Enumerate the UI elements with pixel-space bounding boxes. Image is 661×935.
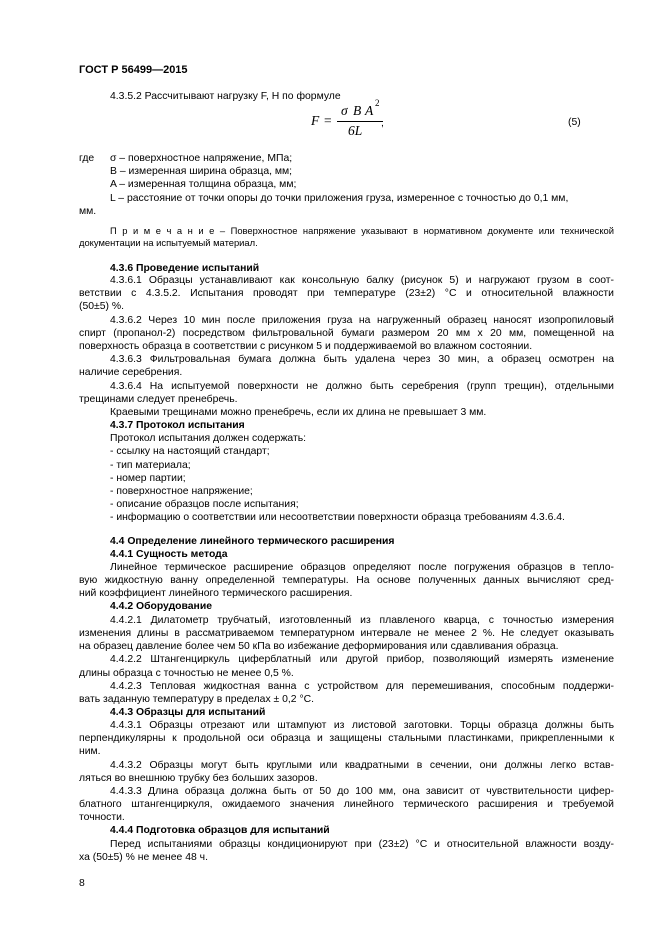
p-4-4-2-2-l2: длины образца с точностью не менее 0,5 %. <box>79 668 294 679</box>
p-4-4-2-1-l3: на образец давление более чем 50 кПа во избежание деформирования или сдавливания образца. <box>79 641 559 652</box>
list-item: - номер партии; <box>110 473 186 484</box>
heading-4-4-2: 4.4.2 Оборудование <box>110 601 212 612</box>
heading-4-3-6: 4.3.6 Проведение испытаний <box>110 263 260 274</box>
definition-L: L – расстояние от точки опоры до точки приложения груза, измеренное с точностью до 0,1 мм, <box>110 193 569 204</box>
p-4-3-6-3-l2: наличие серебрения. <box>79 367 183 378</box>
list-item: - тип материала; <box>110 460 191 471</box>
p-4-4-3-2-l1: 4.4.3.2 Образцы могут быть круглыми или квадратными в сечении, они должны легко встав- <box>110 760 614 771</box>
p-4-3-6-4-l3: Краевыми трещинами можно пренебречь, если их длина не превышает 3 мм. <box>110 407 487 418</box>
p-4-3-6-1-l1: 4.3.6.1 Образцы устанавливают как консольную балку (рисунок 5) и нагружают грузом в соот- <box>110 275 614 286</box>
p-4-4-2-3-l2: вать заданную температуру в пределах ± 0,2 °С. <box>79 694 314 705</box>
p-4-4-3-1-l2: перпендикулярны к продольной оси образца и защищены стальными пластинками, прикрепленными к <box>79 733 614 744</box>
list-item: - поверхностное напряжение; <box>110 486 253 497</box>
note-line-2: документации на испытуемый материал. <box>79 237 258 248</box>
list-item: - информацию о соответствии или несоответствии поверхности образца требованиям 4.3.6.4. <box>110 512 565 523</box>
p-4-4-3-1-l1: 4.4.3.1 Образцы отрезают или штампуют из листовой заготовки. Торцы образца должны быть <box>110 720 614 731</box>
p-4-3-6-2-l2: спирт (пропанол-2) посредством фильтровальной бумаги размером 20 мм х 20 мм, помещенной на <box>79 328 614 339</box>
where-label: где <box>79 153 95 164</box>
p-4-4-2-2-l1: 4.4.2.2 Штангенциркуль циферблатный или другой прибор, позволяющий измерять изменение <box>110 654 614 665</box>
formula-comma: , <box>381 118 384 129</box>
formula-A: A <box>365 103 374 118</box>
p-4-3-6-3-l1: 4.3.6.3 Фильтровальная бумага должна быть удалена через 30 мин, а образец осмотрен на <box>110 354 614 365</box>
formula-number: (5) <box>568 117 581 128</box>
p-4-4-3-3-l3: точности. <box>79 812 125 823</box>
protocol-intro: Протокол испытания должен содержать: <box>110 433 307 444</box>
p-4-4-1-l3: ний коэффициент линейного термического расширения. <box>79 588 353 599</box>
p-4-3-6-4-l2: трещинами следует пренебречь. <box>79 394 238 405</box>
definition-B: B – измеренная ширина образца, мм; <box>110 166 293 177</box>
p-4-3-6-2-l3: поверхность образца в соответствии с рисунком 5 и поддерживаемой во влажном состоянии. <box>79 341 533 352</box>
p-4-4-3-3-l1: 4.4.3.3 Длина образца должна быть от 50 до 100 мм, она зависит от чувствительности цифер- <box>110 786 614 797</box>
p-4-3-6-4-l1: 4.3.6.4 На испытуемой поверхности не должно быть серебрения (групп трещин), отдельными <box>110 381 614 392</box>
p-4-4-3-2-l2: ляться во внешнюю трубку без больших зазоров. <box>79 773 318 784</box>
formula-equals: = <box>324 113 332 128</box>
list-item: - ссылку на настоящий стандарт; <box>110 446 270 457</box>
heading-4-4-1: 4.4.1 Сущность метода <box>110 549 228 560</box>
formula-fraction-bar <box>337 121 383 122</box>
definition-L-tail: мм. <box>79 206 97 217</box>
formula-exponent: 2 <box>375 98 380 108</box>
p-4-3-6-1-l3: (50±5) %. <box>79 301 124 312</box>
definition-A: A – измеренная толщина образца, мм; <box>110 179 297 190</box>
formula-B: B <box>353 103 362 118</box>
p-4-4-4-l1: Перед испытаниями образцы кондиционируют при (23±2) °С и относительной влажности возду- <box>110 839 614 850</box>
p-4-4-2-3-l1: 4.4.2.3 Тепловая жидкостная ванна с устройством для перемешивания, способным поддержи- <box>110 681 614 692</box>
p-4-4-2-1-l1: 4.4.2.1 Дилатометр трубчатый, изготовленный из плавленого кварца, с точностью измерения <box>110 615 614 626</box>
document-header: ГОСТ Р 56499—2015 <box>79 64 188 76</box>
formula-sigma: σ <box>341 103 348 118</box>
definition-sigma: σ – поверхностное напряжение, МПа; <box>110 153 293 164</box>
heading-4-3-7: 4.3.7 Протокол испытания <box>110 420 245 431</box>
list-item: - описание образцов после испытания; <box>110 499 299 510</box>
p-4-3-6-1-l2: ветствии с 4.3.5.2. Испытания проводят при температуре (23±2) °С и относительной влажности <box>79 288 614 299</box>
heading-4-4-4: 4.4.4 Подготовка образцов для испытаний <box>110 825 330 836</box>
heading-4-4-3: 4.4.3 Образцы для испытаний <box>110 707 266 718</box>
p-4-4-3-3-l2: блатного штангенциркуля, ожидаемого значения линейного термического расширения и требуемой <box>79 799 614 810</box>
p-4-4-4-l2: ха (50±5) % не менее 48 ч. <box>79 852 208 863</box>
note-line-1: П р и м е ч а н и е – Поверхностное напряжение указывают в нормативном документе или технической <box>110 225 614 236</box>
formula-lhs: F <box>311 113 320 128</box>
p-4-4-1-l1: Линейное термическое расширение образцов определяют после погружения образцов в тепло- <box>110 562 614 573</box>
page-number: 8 <box>79 878 85 889</box>
p-4-4-2-1-l2: изменения длины в рассматриваемом температурном интервале не менее 2 %. Не следует оказывать <box>79 628 614 639</box>
p-4-4-3-1-l3: ним. <box>79 746 101 757</box>
paragraph-4-3-5-2-intro: 4.3.5.2 Рассчитывают нагрузку F, Н по формуле <box>110 91 341 102</box>
formula-denominator: 6L <box>348 123 363 138</box>
p-4-4-1-l2: вую жидкостную ванну определенной температуры. На основе полученных данных вычисляют сред- <box>79 575 614 586</box>
p-4-3-6-2-l1: 4.3.6.2 Через 10 мин после приложения груза на нагруженный образец наносят изопропиловый <box>110 315 614 326</box>
heading-4-4: 4.4 Определение линейного термического расширения <box>110 536 395 547</box>
